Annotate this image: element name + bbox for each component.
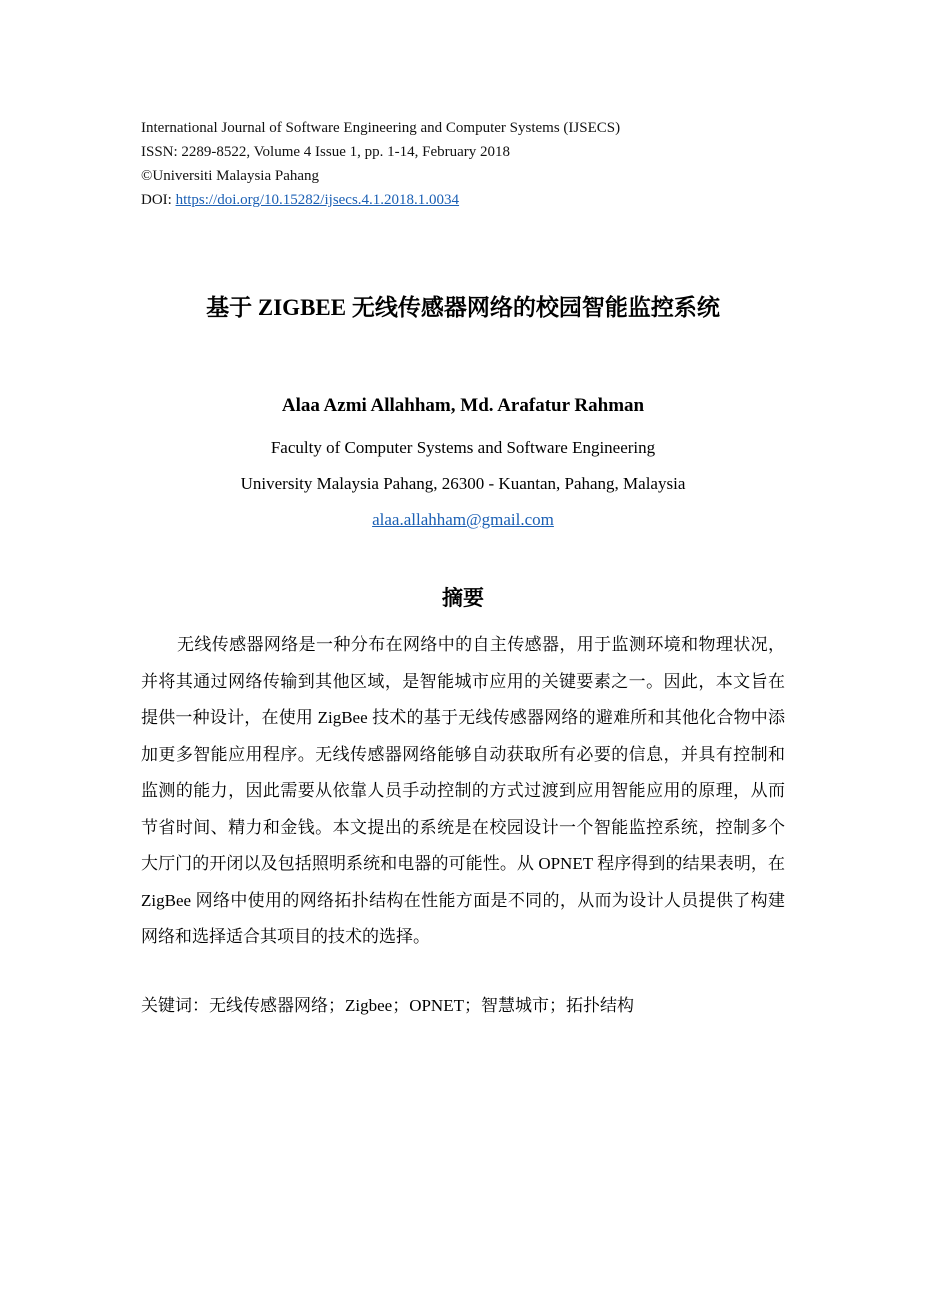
abstract-heading: 摘要 [442,586,484,610]
copyright-line: ©Universiti Malaysia Pahang [141,168,320,184]
journal-header [141,116,620,212]
doi-label: DOI: [141,192,176,208]
author-email-link[interactable]: alaa.allahham@gmail.com [372,510,554,529]
author-list: Alaa Azmi Allahham, Md. Arafatur Rahman [281,395,645,416]
issn-info: ISSN: 2289-8522, Volume 4 Issue 1, pp. 1-14, February 2018 [141,144,511,160]
email-line [0,508,926,532]
abstract-text: 无线传感器网络是一种分布在网络中的自主传感器，用于监测环境和物理状况，并将其通过网络传输到其他区域，是智能城市应用的关键要素之一。因此，本文旨在提供一种设计，在使用 ZigBee 技术的基于无线传感器网络的避难所和其他化合物中添加更多智能应用程序。无线传感器网络能够自动获取所有必要的信息，并具有控制和监测的能力，因此需要从依靠人员手动控制的方式过渡到应用智能应用的原理，从而节省时间、精力和金钱。本文提出的系统是在校园设计一个智能监控系统，控制多个大厅门的开闭以及包括照明系统和电器的可能性。从 OPNET 程序得到的结果表明，在 ZigBee 网络中使用的网络拓扑结构在性能方面是不同的，从而为设计人员提供了构建网络和选择适合其项目的技术的选择。 [141,635,785,946]
affiliation-university: University Malaysia Pahang, 26300 - Kuantan, Pahang, Malaysia [240,474,686,493]
doi-link[interactable]: https://doi.org/10.15282/ijsecs.4.1.2018.1.0034 [175,192,460,208]
affiliation-faculty: Faculty of Computer Systems and Software Engineering [270,438,656,457]
doi-line [141,188,620,212]
paper-title: 基于 ZIGBEE 无线传感器网络的校园智能监控系统 [206,295,720,320]
journal-name: International Journal of Software Engineering and Computer Systems (IJSECS) [141,120,621,136]
keywords-line: 关键词：无线传感器网络；Zigbee；OPNET；智慧城市；拓扑结构 [141,996,634,1015]
